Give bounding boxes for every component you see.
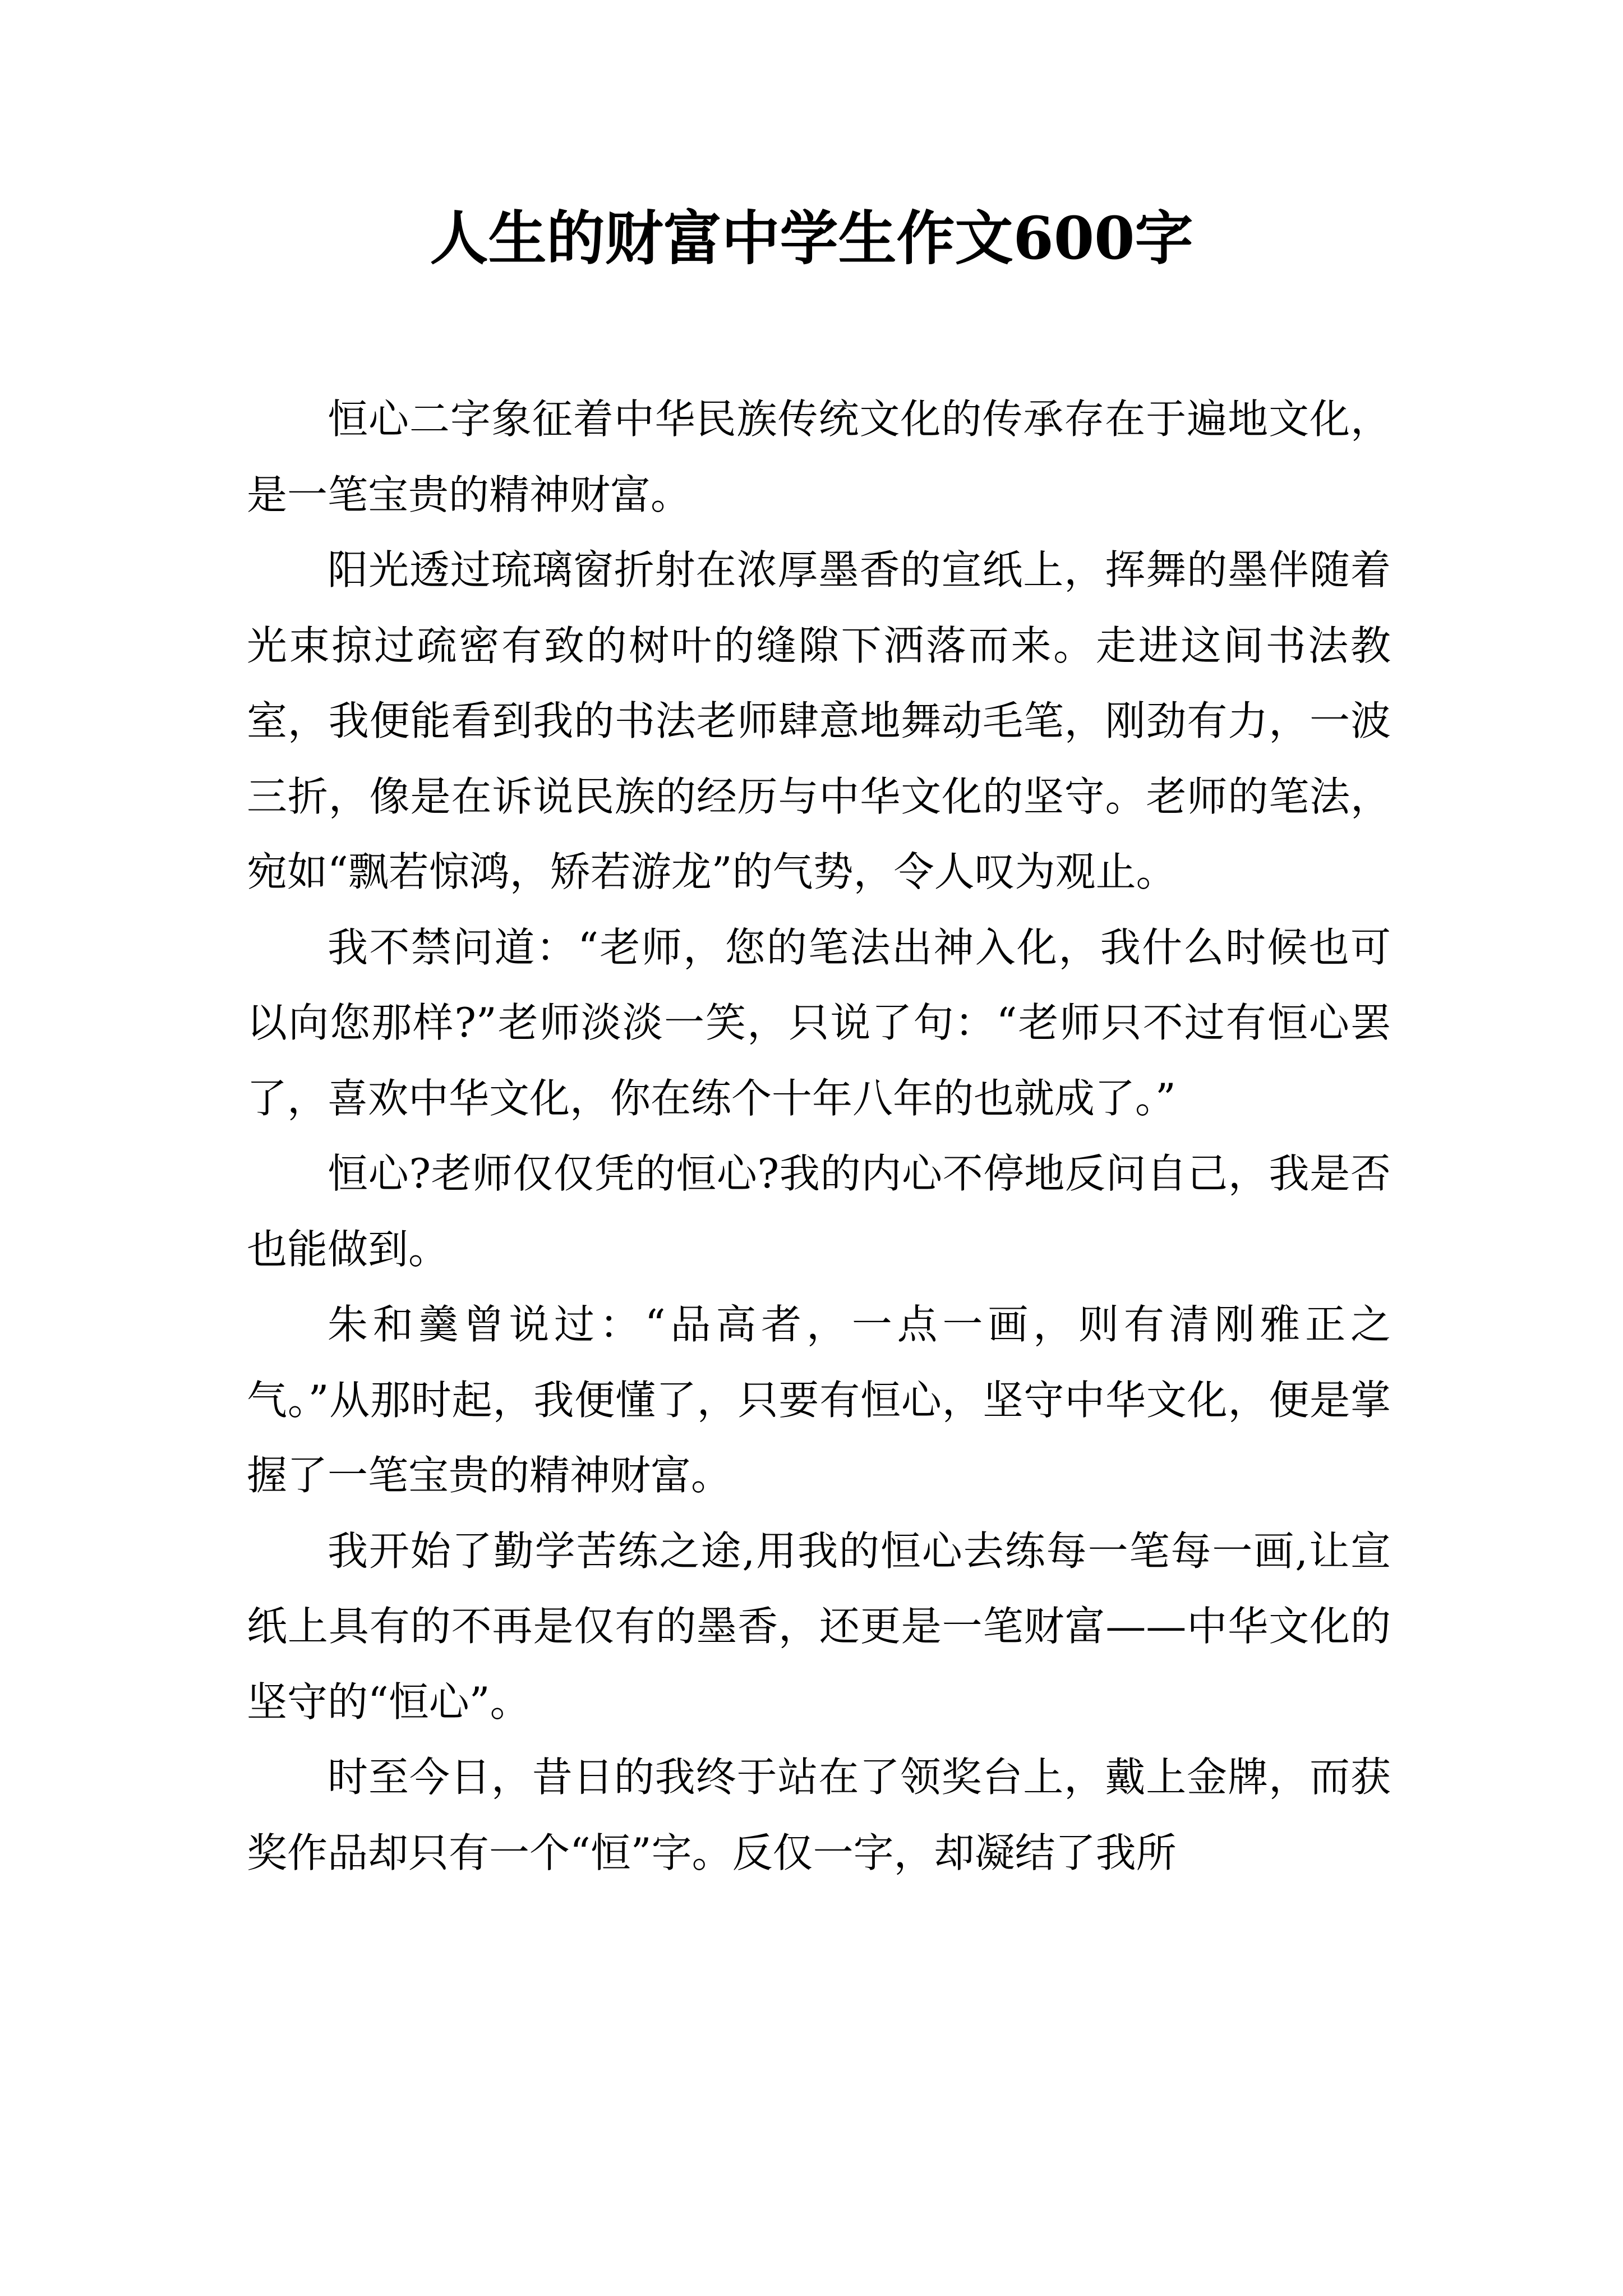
paragraph: 我开始了勤学苦练之途,用我的恒心去练每一笔每一画,让宣纸上具有的不再是仅有的墨香，还更是一笔财富——中华文化的坚守的“恒心”。 (247, 1527, 1391, 1726)
paragraph: 阳光透过琉璃窗折射在浓厚墨香的宣纸上，挥舞的墨伴随着光束掠过疏密有致的树叶的缝隙下洒落而来。走进这间书法教室，我便能看到我的书法老师肆意地舞动毛笔，刚劲有力，一波三折，像是在诉说民族的经历与中华文化的坚守。老师的笔法，宛如“飘若惊鸿，矫若游龙”的气势，令人叹为观止。 (247, 546, 1391, 895)
document-title: 人生的财富中学生作文600字 (430, 204, 1193, 273)
document-body (247, 381, 1391, 1890)
paragraph: 恒心?老师仅仅凭的恒心?我的内心不停地反问自己，我是否也能做到。 (247, 1150, 1391, 1273)
paragraph: 恒心二字象征着中华民族传统文化的传承存在于遍地文化，是一笔宝贵的精神财富。 (247, 395, 1391, 518)
paragraph: 时至今日，昔日的我终于站在了领奖台上，戴上金牌，而获奖作品却只有一个“恒”字。反仅一字，却凝结了我所 (247, 1754, 1391, 1876)
paragraph: 朱和羹曾说过：“品高者，一点一画，则有清刚雅正之气。”从那时起，我便懂了，只要有恒心，坚守中华文化，便是掌握了一笔宝贵的精神财富。 (247, 1301, 1391, 1499)
paragraph: 我不禁问道：“老师，您的笔法出神入化，我什么时候也可以向您那样?”老师淡淡一笑，只说了句：“老师只不过有恒心罢了，喜欢中华文化，你在练个十年八年的也就成了。” (247, 923, 1391, 1122)
